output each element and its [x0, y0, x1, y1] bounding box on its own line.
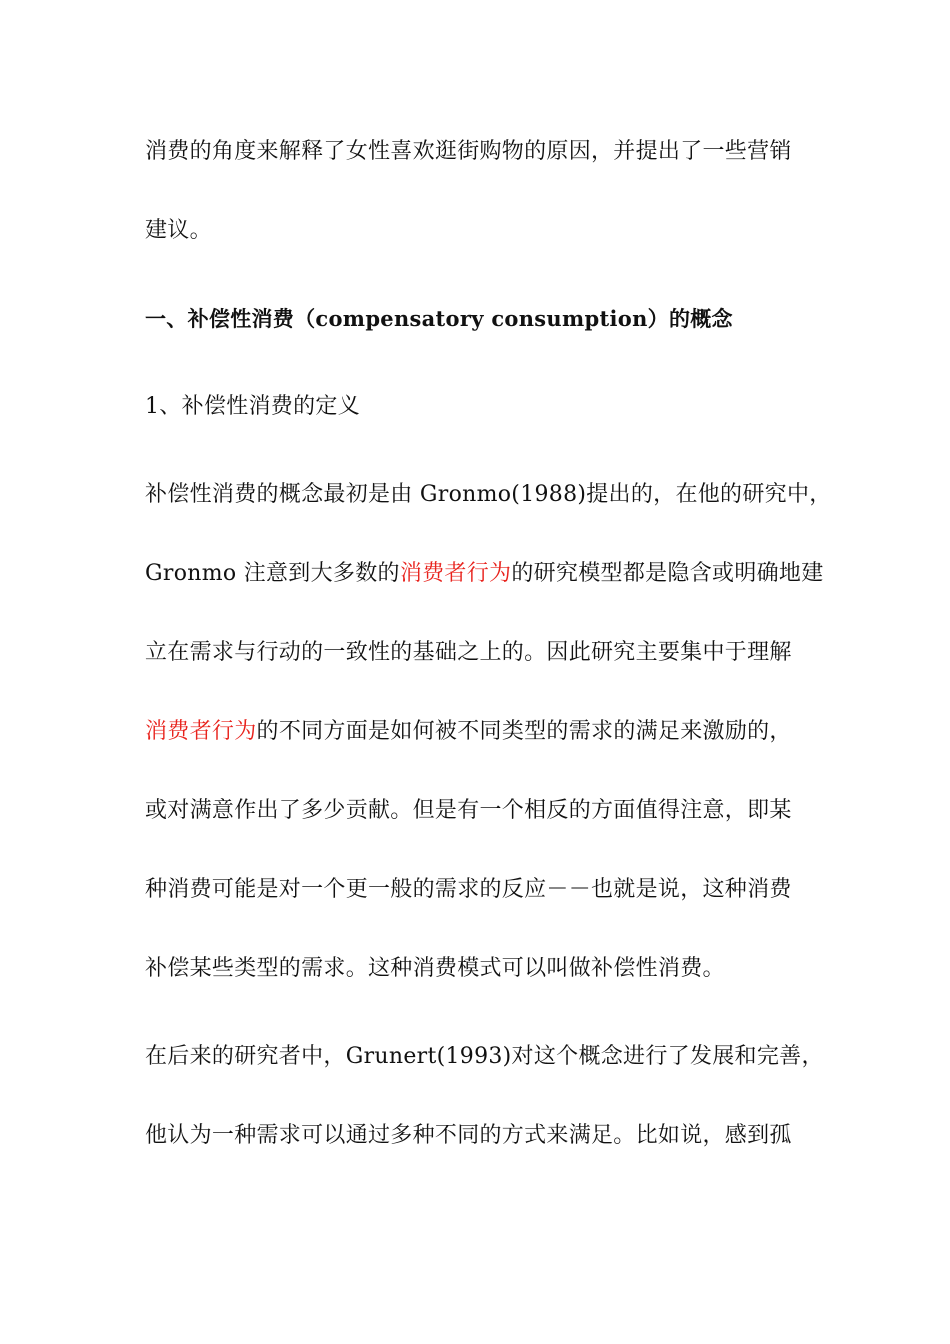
paragraph-1-line-2-rest: 的研究模型都是隐含或明确地建 [511, 561, 824, 586]
paragraph-1-line-4 [145, 717, 845, 747]
paragraph-1-line-5: 或对满意作出了多少贡献。但是有一个相反的方面值得注意，即某 [145, 798, 792, 823]
paragraph-1-line-6: 种消费可能是对一个更一般的需求的反应－－也就是说，这种消费 [145, 877, 792, 902]
paragraph-1-line-2 [145, 559, 845, 589]
paragraph-1-line-4-rest: 的不同方面是如何被不同类型的需求的满足来激励的， [256, 719, 792, 744]
consumer-behavior-link[interactable]: 消费者行为 [399, 561, 512, 586]
section-heading: 一、补偿性消费（compensatory consumption）的概念 [145, 306, 733, 331]
paragraph-2-line-1: 在后来的研究者中，Grunert(1993)对这个概念进行了发展和完善， [145, 1044, 824, 1069]
paragraph-1-line-2-text: Gronmo 注意到大多数的 [145, 561, 400, 586]
paragraph-1-line-7: 补偿某些类型的需求。这种消费模式可以叫做补偿性消费。 [145, 956, 725, 981]
paragraph-1-line-3: 立在需求与行动的一致性的基础之上的。因此研究主要集中于理解 [145, 640, 792, 665]
intro-line-2: 建议。 [145, 218, 212, 243]
subsection-heading: 1、补偿性消费的定义 [145, 394, 360, 419]
intro-line-1: 消费的角度来解释了女性喜欢逛街购物的原因，并提出了一些营销 [145, 139, 792, 164]
paragraph-1-line-1: 补偿性消费的概念最初是由 Gronmo(1988)提出的，在他的研究中， [145, 482, 832, 507]
paragraph-2-line-2: 他认为一种需求可以通过多种不同的方式来满足。比如说，感到孤 [145, 1123, 792, 1148]
consumer-behavior-link[interactable]: 消费者行为 [145, 719, 257, 744]
